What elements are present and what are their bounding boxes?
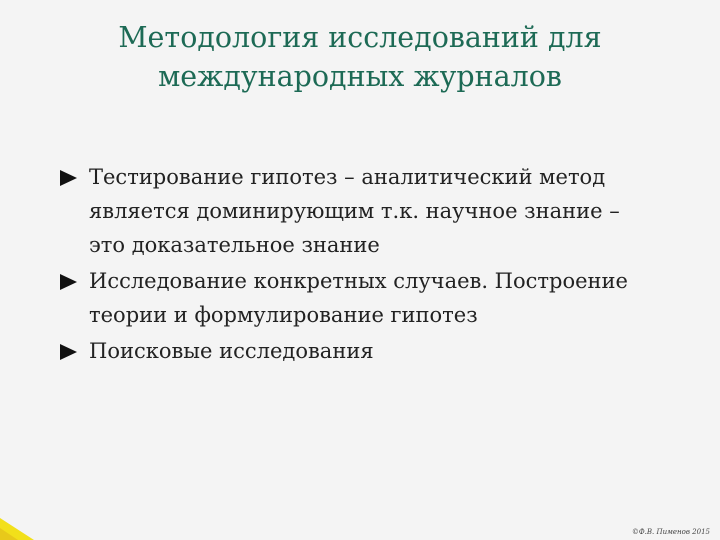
title-line: международных журналов	[158, 60, 562, 94]
bullet-text-line: это доказательное знание	[89, 233, 380, 257]
bullet-text-line: теории и формулирование гипотез	[89, 303, 478, 327]
footer-copyright: ©Ф.В. Пименов 2015	[631, 528, 710, 536]
bullet-item	[60, 334, 680, 368]
bullet-text-line: Тестирование гипотез – аналитический метод	[89, 165, 606, 189]
slide-title	[40, 18, 680, 96]
bullet-item	[60, 264, 680, 332]
corner-triangle-icon	[0, 510, 34, 540]
right-triangle-icon	[60, 344, 77, 360]
bullet-text-line: Исследование конкретных случаев. Построение	[89, 269, 628, 293]
bullet-item	[60, 160, 680, 262]
bullet-text-line: Поисковые исследования	[89, 339, 374, 363]
right-triangle-icon	[60, 170, 77, 186]
right-triangle-icon	[60, 274, 77, 290]
bullet-list	[60, 160, 680, 370]
title-line: Методология исследований для	[118, 21, 602, 54]
bullet-text-line: является доминирующим т.к. научное знание –	[89, 199, 620, 223]
